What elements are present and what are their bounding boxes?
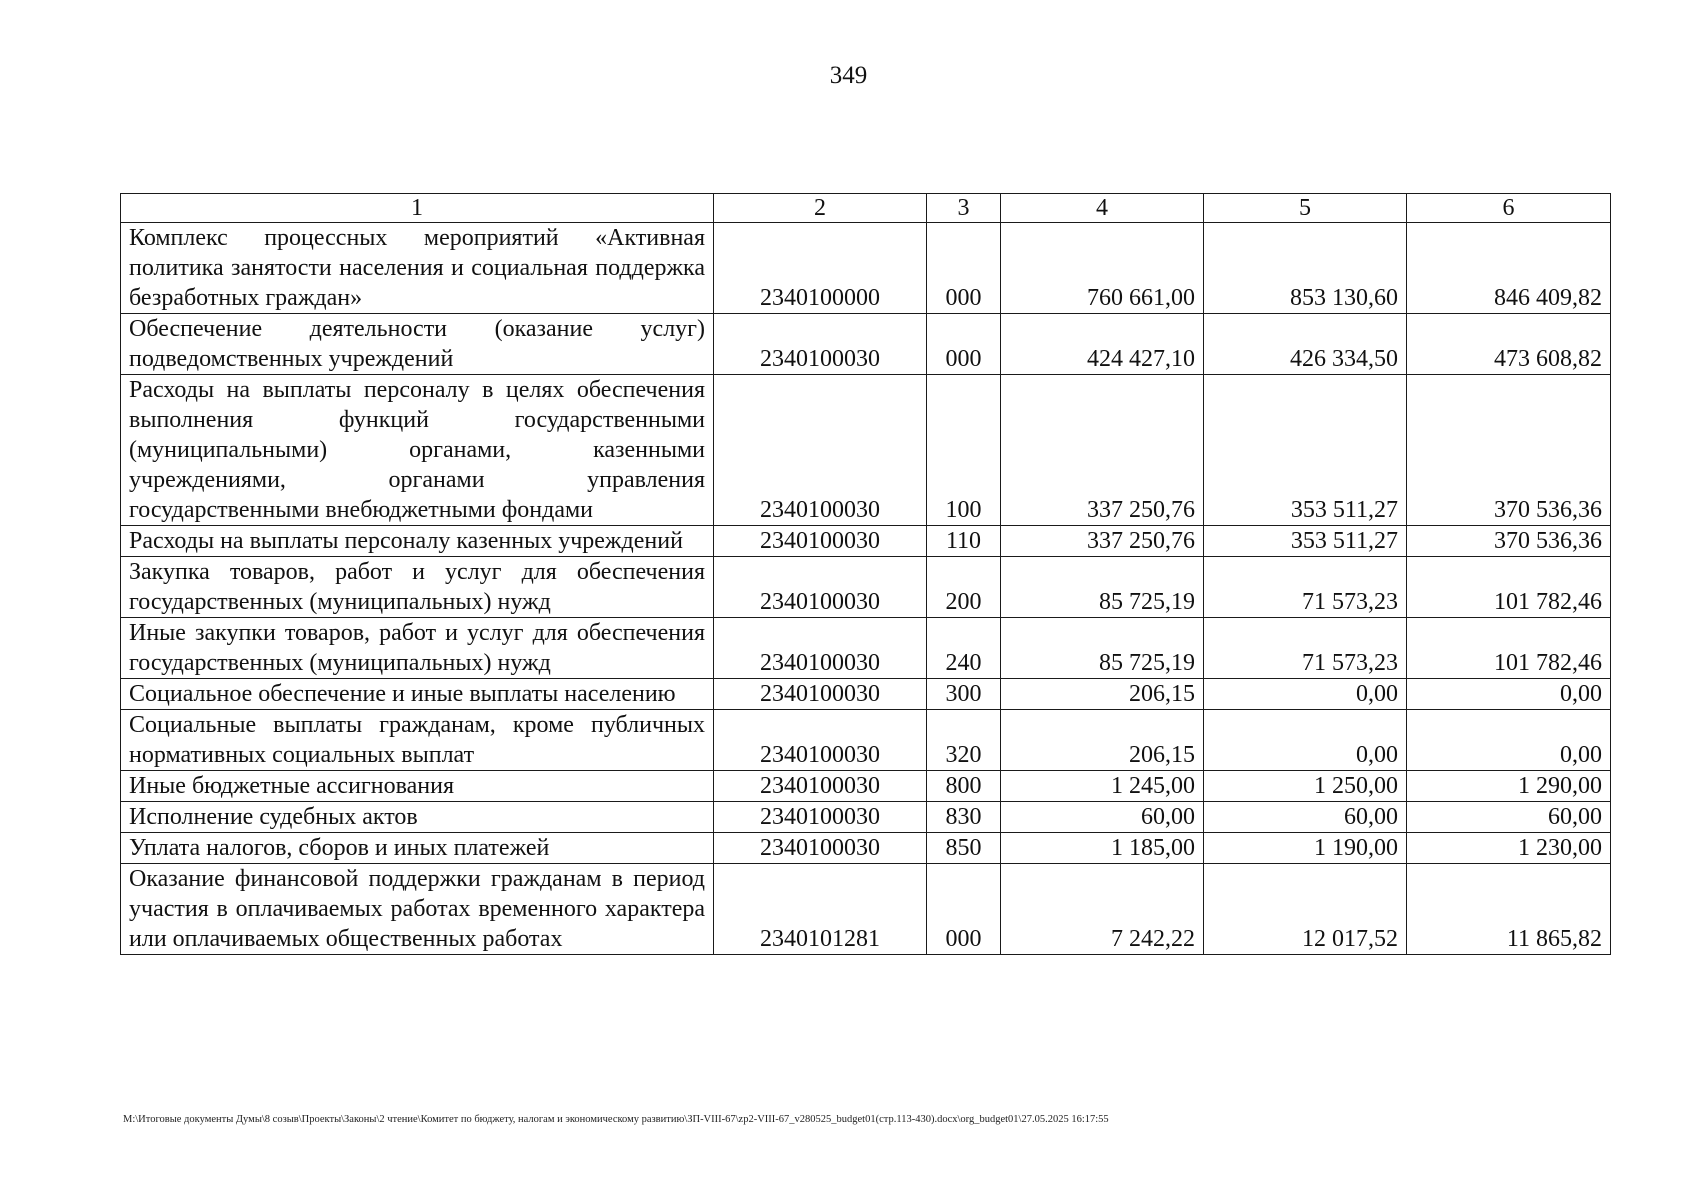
amount-col6-cell: 1 290,00 — [1407, 771, 1611, 802]
column-header: 2 — [714, 194, 927, 223]
table-row — [121, 864, 1611, 955]
expense-type-cell: 830 — [927, 802, 1001, 833]
amount-col4-cell: 85 725,19 — [1001, 557, 1204, 618]
amount-col4-cell: 206,15 — [1001, 710, 1204, 771]
program-code-cell: 2340100030 — [714, 802, 927, 833]
program-code-cell: 2340100030 — [714, 771, 927, 802]
expense-type-cell: 320 — [927, 710, 1001, 771]
expense-type-cell: 000 — [927, 223, 1001, 314]
expense-type-cell: 110 — [927, 526, 1001, 557]
program-code-cell: 2340100030 — [714, 557, 927, 618]
row-name-cell: Оказание финансовой поддержки гражданам в период участия в оплачиваемых работах временного характера или оплачиваемых общественных работах — [121, 864, 714, 955]
amount-col6-cell: 846 409,82 — [1407, 223, 1611, 314]
table-row — [121, 223, 1611, 314]
table-row — [121, 526, 1611, 557]
amount-col4-cell: 760 661,00 — [1001, 223, 1204, 314]
amount-col6-cell: 370 536,36 — [1407, 526, 1611, 557]
expense-type-cell: 300 — [927, 679, 1001, 710]
table-row — [121, 771, 1611, 802]
column-header: 3 — [927, 194, 1001, 223]
program-code-cell: 2340100000 — [714, 223, 927, 314]
program-code-cell: 2340100030 — [714, 710, 927, 771]
amount-col4-cell: 60,00 — [1001, 802, 1204, 833]
amount-col6-cell: 60,00 — [1407, 802, 1611, 833]
row-name-cell: Расходы на выплаты персоналу казенных учреждений — [121, 526, 714, 557]
amount-col6-cell: 11 865,82 — [1407, 864, 1611, 955]
table-row — [121, 679, 1611, 710]
amount-col4-cell: 7 242,22 — [1001, 864, 1204, 955]
amount-col5-cell: 1 190,00 — [1204, 833, 1407, 864]
amount-col4-cell: 337 250,76 — [1001, 526, 1204, 557]
amount-col5-cell: 60,00 — [1204, 802, 1407, 833]
expense-type-cell: 200 — [927, 557, 1001, 618]
page-number: 349 — [829, 62, 868, 89]
amount-col5-cell: 0,00 — [1204, 710, 1407, 771]
row-name-cell: Расходы на выплаты персоналу в целях обеспечения выполнения функций государственными (муниципальными) органами, казенными учреждениями, органами управления государственными внебюджетными фондами — [121, 375, 714, 526]
program-code-cell: 2340101281 — [714, 864, 927, 955]
amount-col4-cell: 424 427,10 — [1001, 314, 1204, 375]
row-name-cell: Иные закупки товаров, работ и услуг для обеспечения государственных (муниципальных) нужд — [121, 618, 714, 679]
program-code-cell: 2340100030 — [714, 314, 927, 375]
column-header: 1 — [121, 194, 714, 223]
program-code-cell: 2340100030 — [714, 618, 927, 679]
expense-type-cell: 240 — [927, 618, 1001, 679]
table-row — [121, 618, 1611, 679]
amount-col6-cell: 101 782,46 — [1407, 557, 1611, 618]
row-name-cell: Комплекс процессных мероприятий «Активная политика занятости населения и социальная поддержка безработных граждан» — [121, 223, 714, 314]
expense-type-cell: 800 — [927, 771, 1001, 802]
row-name-cell: Иные бюджетные ассигнования — [121, 771, 714, 802]
table-row — [121, 314, 1611, 375]
row-name-cell: Закупка товаров, работ и услуг для обеспечения государственных (муниципальных) нужд — [121, 557, 714, 618]
amount-col6-cell: 473 608,82 — [1407, 314, 1611, 375]
program-code-cell: 2340100030 — [714, 833, 927, 864]
expense-type-cell: 100 — [927, 375, 1001, 526]
amount-col6-cell: 370 536,36 — [1407, 375, 1611, 526]
row-name-cell: Уплата налогов, сборов и иных платежей — [121, 833, 714, 864]
table-row — [121, 375, 1611, 526]
amount-col5-cell: 1 250,00 — [1204, 771, 1407, 802]
budget-table — [120, 193, 1611, 955]
amount-col4-cell: 1 245,00 — [1001, 771, 1204, 802]
amount-col6-cell: 0,00 — [1407, 679, 1611, 710]
table-body — [121, 223, 1611, 955]
expense-type-cell: 000 — [927, 864, 1001, 955]
row-name-cell: Исполнение судебных актов — [121, 802, 714, 833]
amount-col6-cell: 101 782,46 — [1407, 618, 1611, 679]
column-header: 4 — [1001, 194, 1204, 223]
program-code-cell: 2340100030 — [714, 375, 927, 526]
amount-col5-cell: 353 511,27 — [1204, 375, 1407, 526]
row-name-cell: Обеспечение деятельности (оказание услуг) подведомственных учреждений — [121, 314, 714, 375]
expense-type-cell: 850 — [927, 833, 1001, 864]
amount-col4-cell: 337 250,76 — [1001, 375, 1204, 526]
table-row — [121, 833, 1611, 864]
program-code-cell: 2340100030 — [714, 526, 927, 557]
amount-col6-cell: 0,00 — [1407, 710, 1611, 771]
program-code-cell: 2340100030 — [714, 679, 927, 710]
amount-col5-cell: 353 511,27 — [1204, 526, 1407, 557]
amount-col4-cell: 85 725,19 — [1001, 618, 1204, 679]
amount-col6-cell: 1 230,00 — [1407, 833, 1611, 864]
amount-col5-cell: 71 573,23 — [1204, 618, 1407, 679]
expense-type-cell: 000 — [927, 314, 1001, 375]
amount-col5-cell: 0,00 — [1204, 679, 1407, 710]
amount-col5-cell: 12 017,52 — [1204, 864, 1407, 955]
amount-col5-cell: 426 334,50 — [1204, 314, 1407, 375]
column-header: 6 — [1407, 194, 1611, 223]
table-row — [121, 802, 1611, 833]
amount-col4-cell: 206,15 — [1001, 679, 1204, 710]
amount-col4-cell: 1 185,00 — [1001, 833, 1204, 864]
row-name-cell: Социальное обеспечение и иные выплаты населению — [121, 679, 714, 710]
table-header-row — [121, 194, 1611, 223]
column-header: 5 — [1204, 194, 1407, 223]
table-row — [121, 557, 1611, 618]
file-path-footer: M:\Итоговые документы Думы\8 созыв\Проекты\Законы\2 чтение\Комитет по бюджету, налогам и экономическому развитию\ЗП-VIII-67\zp2-VIII-67_v280525_budget01(стр.113-430).docx\org_budget01\27.05.2025 16:17:55 — [123, 1114, 1109, 1125]
amount-col5-cell: 71 573,23 — [1204, 557, 1407, 618]
table-row — [121, 710, 1611, 771]
amount-col5-cell: 853 130,60 — [1204, 223, 1407, 314]
row-name-cell: Социальные выплаты гражданам, кроме публичных нормативных социальных выплат — [121, 710, 714, 771]
